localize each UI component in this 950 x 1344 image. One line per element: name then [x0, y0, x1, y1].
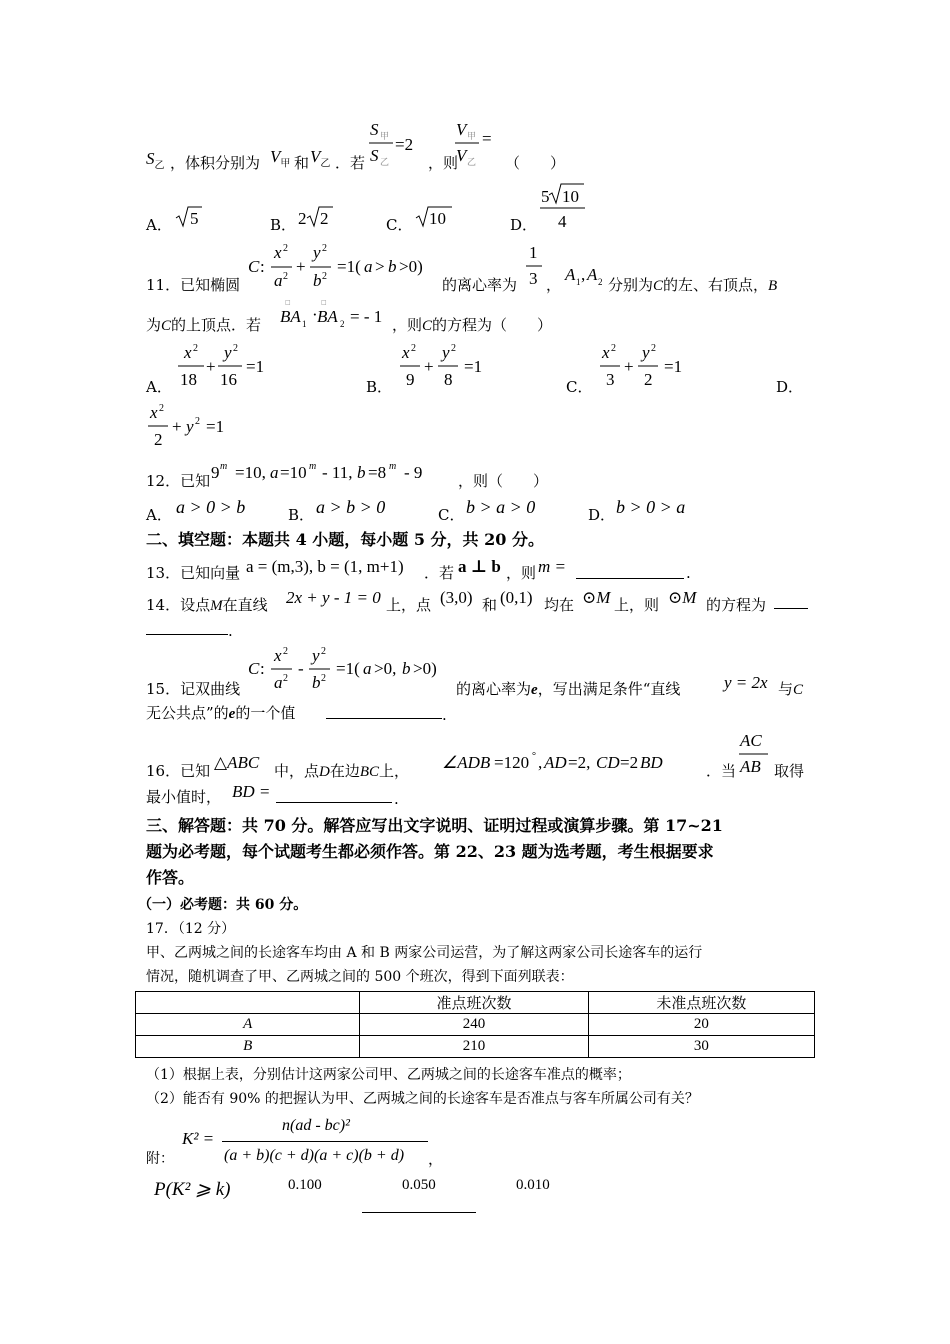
svg-text:b: b	[388, 257, 397, 276]
svg-text:= - 1: = - 1	[350, 307, 383, 326]
svg-text:□: □	[285, 300, 291, 306]
svg-text:2: 2	[283, 243, 288, 254]
svg-text:8: 8	[444, 370, 453, 389]
svg-text:=2: =2	[620, 753, 639, 772]
table-header-cell: 准点班次数	[360, 992, 588, 1014]
svg-text:18: 18	[180, 370, 197, 389]
q12-option-b-label: B．	[288, 506, 315, 524]
q12-option-c: b > a > 0	[466, 497, 536, 517]
svg-text:2: 2	[611, 343, 616, 354]
svg-text:=1: =1	[246, 357, 265, 376]
svg-text:- 11,: - 11,	[322, 463, 353, 482]
q12-tail: ，则（ ）	[458, 472, 549, 490]
q11-option-b-label: B．	[366, 378, 393, 396]
q11-dot-product	[278, 300, 390, 330]
svg-text:=120: =120	[494, 753, 530, 772]
svg-text:>: >	[375, 257, 385, 276]
table-header-row	[136, 992, 815, 1014]
table-cell: 20	[588, 1014, 814, 1036]
svg-text:10: 10	[429, 209, 446, 228]
q14-text-he: 和	[482, 596, 498, 614]
q12-option-d: b > 0 > a	[616, 497, 686, 517]
q16-triangle: △ABC	[214, 753, 260, 772]
q17-p-value-1: 0.100	[288, 1177, 322, 1193]
q17-para1: 甲、乙两城之间的长途客车均由 A 和 B 两家公司运营，为了解这两家公司长途客车的运行	[146, 945, 703, 961]
svg-text:b: b	[402, 659, 411, 678]
svg-text:2: 2	[411, 343, 416, 354]
svg-text:2: 2	[321, 646, 326, 657]
q10-v-yi: $V_乙$	[310, 147, 331, 170]
contingency-table	[135, 991, 815, 1058]
svg-text:x: x	[150, 403, 158, 422]
q14-answer-blank-b[interactable]	[146, 620, 228, 638]
q16-ratio	[738, 728, 772, 778]
q10-text-volume: ，体积分别为	[170, 154, 261, 172]
svg-text:b: b	[312, 673, 321, 692]
svg-text:y: y	[442, 343, 450, 362]
q17-k2-denominator: (a + b)(c + d)(a + c)(b + d)	[224, 1147, 405, 1164]
svg-text:CD: CD	[596, 753, 620, 772]
svg-text:9: 9	[211, 463, 220, 482]
svg-text:2: 2	[298, 209, 307, 228]
svg-text:=1: =1	[206, 417, 225, 436]
svg-text:∠ADB: ∠ADB	[442, 753, 491, 772]
svg-text:A: A	[587, 265, 598, 284]
q17-p-value-3: 0.010	[516, 1177, 550, 1193]
q10-s-yi: $S_乙$	[146, 149, 165, 172]
q10-text-ze: ，则	[428, 154, 459, 172]
q14-number: 14．设点M在直线	[146, 596, 268, 614]
q14-text-dian: 上，点	[386, 596, 432, 614]
q11-option-d	[146, 402, 242, 454]
svg-text:>0): >0)	[413, 659, 437, 678]
q10-option-d	[538, 182, 588, 234]
svg-text:=8: =8	[368, 463, 387, 482]
svg-text:3: 3	[529, 269, 538, 288]
svg-text:乙: 乙	[380, 158, 390, 168]
svg-text:1: 1	[576, 277, 581, 287]
svg-text:乙: 乙	[467, 158, 477, 168]
svg-text:=: =	[482, 129, 492, 148]
q11-option-c-label: C．	[566, 378, 593, 396]
q16-end: .	[394, 790, 399, 808]
section-3-line2: 题为必考题，每个试题考生都必须作答。第 22、23 题为选考题，考生根据要求	[146, 842, 714, 861]
q15-answer-blank[interactable]	[326, 704, 442, 722]
svg-text:C: C	[248, 659, 260, 678]
q10-option-c-label: C．	[386, 216, 413, 234]
svg-text:A: A	[565, 265, 576, 284]
table-cell: 240	[360, 1014, 588, 1036]
q13-answer-blank[interactable]	[576, 564, 684, 582]
svg-text:+: +	[624, 357, 634, 376]
svg-text:x: x	[274, 243, 282, 262]
svg-text:+: +	[296, 257, 306, 276]
q17-k2-fraction-bar	[222, 1141, 428, 1142]
svg-text::: :	[260, 659, 265, 678]
svg-text:2: 2	[451, 343, 456, 354]
q14-end: .	[228, 622, 233, 640]
q15-text-ecc: 的离心率为e，写出满足条件“直线	[456, 680, 681, 698]
svg-text:C: C	[248, 257, 260, 276]
q15-hyperbola-equation	[246, 646, 456, 698]
q10-option-d-label: D．	[510, 216, 538, 234]
svg-text:=2,: =2,	[568, 753, 591, 772]
table-cell: A	[136, 1014, 360, 1036]
svg-text:甲: 甲	[380, 132, 390, 142]
q12-option-c-label: C．	[438, 506, 465, 524]
q13-end: .	[686, 564, 691, 582]
svg-text:+: +	[424, 357, 434, 376]
svg-text:=1: =1	[464, 357, 483, 376]
svg-text:=10: =10	[280, 463, 307, 482]
svg-text:V: V	[456, 146, 467, 165]
svg-text:2: 2	[322, 271, 327, 282]
svg-text:- 9: - 9	[404, 463, 423, 482]
svg-text:x: x	[602, 343, 610, 362]
svg-text:2: 2	[340, 319, 345, 329]
q15-line-eq: y = 2x	[724, 673, 768, 692]
q14-circle-m2: ⊙M	[668, 588, 697, 607]
svg-text:y: y	[186, 417, 194, 436]
svg-text:,: ,	[581, 265, 586, 284]
svg-text:5: 5	[541, 187, 550, 206]
svg-text:2: 2	[283, 271, 288, 282]
svg-text:b: b	[313, 271, 322, 290]
q14-answer-blank-a[interactable]	[774, 594, 808, 612]
q11-option-b	[398, 342, 494, 394]
q17-k2-comma: ，	[428, 1150, 444, 1168]
svg-text:2: 2	[321, 673, 326, 684]
svg-text:a: a	[363, 659, 372, 678]
q15-text-yu: 与C	[778, 680, 804, 698]
q14-point1: (3,0)	[440, 588, 473, 607]
q14-point2: (0,1)	[500, 588, 533, 607]
svg-text:16: 16	[220, 370, 237, 389]
q11-text-vertices: 分别为C的左、右顶点，B	[608, 276, 778, 294]
svg-text:x: x	[402, 343, 410, 362]
q13-vectors: a = (m,3), b = (1, m+1)	[246, 557, 404, 576]
svg-text:=1(: =1(	[336, 659, 360, 678]
q17-para2: 情况，随机调查了甲、乙两城之间的 500 个班次，得到下面列联表：	[146, 969, 574, 985]
svg-text:y: y	[642, 343, 650, 362]
svg-text:2: 2	[233, 343, 238, 354]
section-3-line1: 三、解答题：共 70 分。解答应写出文字说明、证明过程或演算步骤。第 17~21	[146, 816, 723, 835]
q11-option-d-label: D．	[776, 378, 804, 396]
svg-text:2: 2	[154, 430, 163, 449]
q11-option-a	[176, 342, 276, 394]
q13-text-ruo: ．若	[424, 564, 455, 582]
svg-text:,: ,	[538, 753, 543, 772]
q10-text-ruo: ．若	[335, 154, 366, 172]
svg-text:2: 2	[193, 343, 198, 354]
q17-table-rule	[362, 1212, 476, 1213]
table-row	[136, 1036, 815, 1058]
q14-text-ze: 上，则	[614, 596, 660, 614]
svg-text:□: □	[321, 300, 327, 306]
svg-text:AD: AD	[544, 753, 567, 772]
svg-text:2: 2	[644, 370, 653, 389]
table-cell: 210	[360, 1036, 588, 1058]
q10-option-a	[174, 204, 204, 230]
q11-eccentricity	[522, 240, 546, 294]
q10-cond-fraction	[365, 118, 425, 168]
svg-text:=2: =2	[395, 135, 414, 154]
q16-bd: BD =	[232, 782, 271, 801]
svg-text:BD: BD	[640, 753, 663, 772]
svg-text:10: 10	[562, 187, 579, 206]
q10-option-b	[296, 204, 336, 230]
svg-text:m: m	[220, 461, 228, 472]
q14-circle-m: ⊙M	[582, 588, 611, 607]
q17-p-label: P(K² ⩾ k)	[154, 1179, 231, 1200]
q16-answer-blank[interactable]	[276, 788, 392, 806]
svg-text:=1(: =1(	[337, 257, 361, 276]
svg-text:2: 2	[322, 243, 327, 254]
q13-number: 13．已知向量	[146, 564, 241, 582]
q16-conditions	[440, 748, 704, 776]
q12-option-a: a > 0 > b	[176, 497, 246, 517]
q10-text-he: 和	[294, 154, 310, 172]
svg-text:-: -	[298, 659, 304, 678]
svg-text:9: 9	[406, 370, 415, 389]
table-cell: B	[136, 1036, 360, 1058]
svg-text:>0): >0)	[399, 257, 423, 276]
q11-option-a-label: A．	[146, 378, 172, 396]
svg-text:BA: BA	[280, 307, 301, 326]
q14-text-eq: 的方程为	[706, 596, 767, 614]
svg-text:S: S	[370, 146, 379, 165]
q15-number: 15．记双曲线	[146, 680, 241, 698]
q11-number: 11．已知椭圆	[146, 276, 241, 294]
q14-line-eq: 2x + y - 1 = 0	[286, 588, 381, 607]
q17-header: 17．（12 分）	[146, 921, 236, 937]
svg-text:m: m	[389, 461, 397, 472]
svg-text:·: ·	[312, 305, 318, 324]
q16-number: 16．已知	[146, 762, 211, 780]
q17-sub1: （1）根据上表，分别估计这两家公司甲、乙两城之间的长途客车准点的概率；	[146, 1067, 631, 1083]
q15-line2: 无公共点”的e的一个值	[146, 704, 296, 722]
section-2-title: 二、填空题：本题共 4 小题，每小题 5 分，共 20 分。	[146, 530, 544, 549]
svg-text:y: y	[313, 243, 321, 262]
q10-option-b-label: B．	[270, 216, 297, 234]
svg-text:y: y	[224, 343, 232, 362]
q12-option-d-label: D．	[588, 506, 616, 524]
svg-text::: :	[260, 257, 265, 276]
svg-text:3: 3	[606, 370, 615, 389]
q11-ellipse-equation	[246, 240, 442, 298]
svg-text:=1: =1	[664, 357, 683, 376]
q16-text-dang: ．当	[706, 762, 737, 780]
q15-end: .	[442, 706, 447, 724]
q13-answer-label: m =	[538, 557, 566, 576]
q10-ask-fraction	[452, 118, 502, 168]
svg-text:x: x	[184, 343, 192, 362]
table-cell: 30	[588, 1036, 814, 1058]
q12-option-b: a > b > 0	[316, 497, 386, 517]
q16-line2: 最小值时，	[146, 788, 222, 806]
svg-text:1: 1	[529, 243, 538, 262]
svg-text:S: S	[370, 120, 379, 139]
q16-text-qude: 取得	[774, 762, 805, 780]
q11-text-ecc: 的离心率为	[442, 276, 518, 294]
svg-text:2: 2	[283, 646, 288, 657]
svg-text:a: a	[274, 271, 283, 290]
svg-text:2: 2	[283, 673, 288, 684]
table-row	[136, 1014, 815, 1036]
svg-text:2: 2	[320, 209, 329, 228]
q16-text-a: 中，点D在边BC上，	[274, 762, 410, 780]
svg-text:2: 2	[651, 343, 656, 354]
svg-text:2: 2	[195, 416, 200, 427]
svg-text:AB: AB	[740, 757, 761, 776]
svg-text:2: 2	[159, 403, 164, 414]
q17-k2-numerator: n(ad - bc)²	[282, 1117, 350, 1134]
svg-text:>0,: >0,	[374, 659, 397, 678]
q17-p-value-2: 0.050	[402, 1177, 436, 1193]
svg-text:a: a	[274, 673, 283, 692]
q17-sub2: （2）能否有 90% 的把握认为甲、乙两城之间的长途客车是否准点与客车所属公司有关？	[146, 1091, 699, 1107]
q14-text-junzai: 均在	[544, 596, 575, 614]
q11-comma: ，	[546, 276, 562, 294]
subsection-required: （一）必考题：共 60 分。	[138, 897, 308, 913]
q11-option-c	[598, 342, 694, 394]
q11-line2a: 为C的上顶点．若	[146, 316, 262, 334]
svg-text:=10,: =10,	[235, 463, 266, 482]
q10-option-c	[414, 204, 454, 230]
svg-text:a: a	[364, 257, 373, 276]
svg-text:b: b	[357, 463, 366, 482]
q13-perp: a ⊥ b	[458, 557, 501, 576]
table-header-cell	[136, 992, 360, 1014]
q10-option-a-label: A．	[146, 216, 172, 234]
q17-k2-lhs: K² =	[182, 1129, 215, 1148]
q11-line2b: ，则C的方程为（ ）	[392, 316, 553, 334]
svg-text:甲: 甲	[467, 132, 477, 142]
svg-text:x: x	[274, 646, 282, 665]
q10-v-jia: $V_甲$	[270, 147, 291, 170]
svg-text:BA: BA	[317, 307, 338, 326]
q12-equation	[208, 458, 464, 488]
svg-text:°: °	[532, 751, 536, 762]
table-header-cell: 未准点班次数	[588, 992, 814, 1014]
svg-text:4: 4	[558, 212, 567, 231]
svg-text:5: 5	[190, 209, 199, 228]
q12-number: 12．已知	[146, 472, 211, 490]
q10-paren: （ ）	[505, 154, 566, 172]
svg-text:1: 1	[302, 319, 307, 329]
svg-text:+: +	[206, 357, 216, 376]
svg-text:a: a	[270, 463, 279, 482]
q13-text-ze: ，则	[506, 564, 537, 582]
svg-text:y: y	[312, 646, 320, 665]
svg-text:2: 2	[598, 277, 603, 287]
q11-vertices	[564, 262, 608, 292]
q12-option-a-label: A．	[146, 506, 172, 524]
svg-text:AC: AC	[740, 731, 762, 750]
section-3-line3: 作答。	[146, 868, 195, 887]
q17-fu-label: 附：	[146, 1151, 174, 1167]
svg-text:+: +	[172, 417, 182, 436]
svg-text:m: m	[309, 461, 317, 472]
svg-text:V: V	[456, 120, 467, 139]
